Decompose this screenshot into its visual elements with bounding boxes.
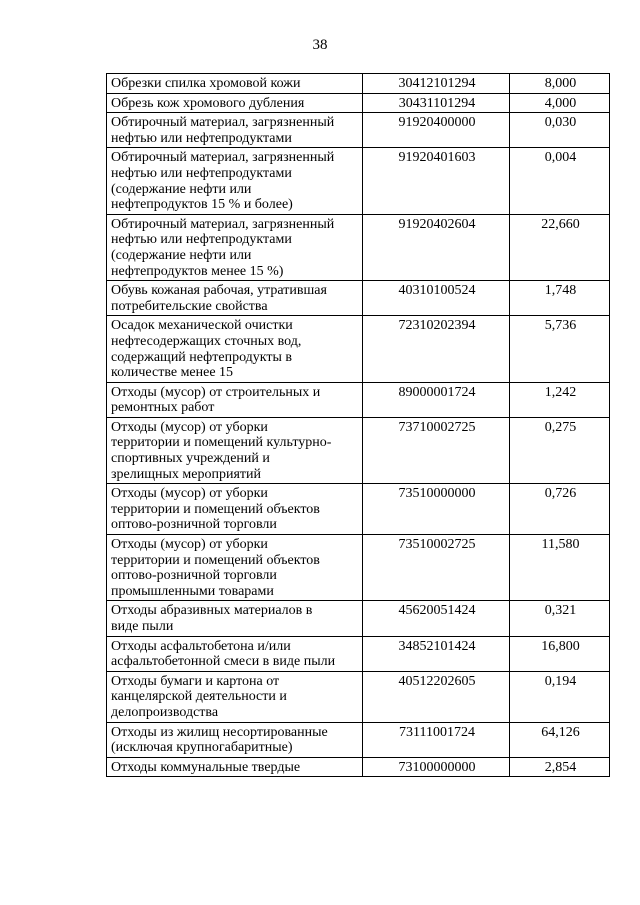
waste-code-cell: 73710002725	[363, 417, 510, 483]
waste-name-line: Обтирочный материал, загрязненный	[111, 115, 335, 131]
waste-name-line: Отходы абразивных материалов в	[111, 603, 313, 619]
waste-name-cell	[107, 93, 363, 113]
waste-amount-cell: 0,030	[510, 113, 610, 148]
waste-name-line: количестве менее 15	[111, 365, 234, 381]
waste-amount-cell: 11,580	[510, 535, 610, 601]
waste-name-cell	[107, 601, 363, 636]
waste-name-cell	[107, 636, 363, 671]
table-row	[107, 671, 610, 722]
table-row	[107, 722, 610, 757]
waste-amount-cell: 1,748	[510, 281, 610, 316]
waste-name-cell	[107, 113, 363, 148]
waste-code-cell: 45620051424	[363, 601, 510, 636]
waste-name-line: ремонтных работ	[111, 400, 215, 416]
waste-name-line: спортивных учреждений и	[111, 451, 270, 467]
waste-amount-cell: 16,800	[510, 636, 610, 671]
waste-code-cell: 40310100524	[363, 281, 510, 316]
waste-code-cell: 89000001724	[363, 382, 510, 417]
waste-name-cell	[107, 417, 363, 483]
table-row	[107, 535, 610, 601]
waste-name-cell	[107, 74, 363, 94]
waste-name-line: содержащий нефтепродукты в	[111, 349, 293, 365]
table-row	[107, 74, 610, 94]
waste-table	[106, 73, 610, 777]
waste-amount-cell: 8,000	[510, 74, 610, 94]
waste-name-line: Обтирочный материал, загрязненный	[111, 150, 335, 166]
waste-name-line: Отходы коммунальные твердые	[111, 759, 301, 775]
waste-name-cell	[107, 484, 363, 535]
waste-amount-cell: 0,321	[510, 601, 610, 636]
waste-code-cell: 72310202394	[363, 316, 510, 382]
waste-amount-cell: 5,736	[510, 316, 610, 382]
waste-code-cell: 91920400000	[363, 113, 510, 148]
waste-name-line: Отходы асфальтобетона и/или	[111, 638, 291, 654]
waste-amount-cell: 0,726	[510, 484, 610, 535]
waste-code-cell: 73510002725	[363, 535, 510, 601]
waste-name-line: нефтепродуктов менее 15 %)	[111, 263, 284, 279]
waste-code-cell: 34852101424	[363, 636, 510, 671]
table-row	[107, 484, 610, 535]
table-row	[107, 382, 610, 417]
waste-name-line: Обрезки спилка хромовой кожи	[111, 76, 301, 91]
table-row	[107, 417, 610, 483]
waste-name-line: оптово-розничной торговли	[111, 568, 277, 584]
table-row	[107, 113, 610, 148]
waste-code-cell: 91920402604	[363, 214, 510, 280]
waste-amount-cell: 0,275	[510, 417, 610, 483]
waste-name-line: Обрезь кож хромового дубления	[111, 95, 305, 111]
waste-name-line: территории и помещений объектов	[111, 501, 320, 517]
waste-code-cell: 73111001724	[363, 722, 510, 757]
waste-name-cell	[107, 214, 363, 280]
waste-name-line: нефтью или нефтепродуктами	[111, 232, 292, 248]
waste-code-cell: 73100000000	[363, 757, 510, 777]
table-row	[107, 93, 610, 113]
waste-code-cell: 30431101294	[363, 93, 510, 113]
waste-name-line: потребительские свойства	[111, 298, 268, 314]
table-row	[107, 316, 610, 382]
waste-amount-cell: 0,004	[510, 148, 610, 214]
table-row	[107, 636, 610, 671]
waste-name-line: (исключая крупногабаритные)	[111, 740, 293, 756]
waste-name-line: нефтепродуктов 15 % и более)	[111, 197, 293, 213]
waste-amount-cell: 1,242	[510, 382, 610, 417]
table-row	[107, 757, 610, 777]
waste-table-body	[107, 74, 610, 777]
waste-code-cell: 91920401603	[363, 148, 510, 214]
waste-name-line: Отходы (мусор) от уборки	[111, 537, 268, 553]
waste-name-cell	[107, 281, 363, 316]
waste-name-line: виде пыли	[111, 619, 174, 634]
waste-name-line: Отходы (мусор) от уборки	[111, 419, 268, 435]
waste-amount-cell: 22,660	[510, 214, 610, 280]
waste-amount-cell: 64,126	[510, 722, 610, 757]
table-row	[107, 281, 610, 316]
waste-name-line: нефтью или нефтепродуктами	[111, 130, 292, 146]
waste-name-line: нефтью или нефтепродуктами	[111, 165, 292, 181]
waste-name-line: промышленными товарами	[111, 583, 274, 599]
table-row	[107, 601, 610, 636]
waste-name-cell	[107, 671, 363, 722]
waste-name-line: (содержание нефти или	[111, 247, 252, 263]
waste-code-cell: 40512202605	[363, 671, 510, 722]
table-row	[107, 214, 610, 280]
page-number: 38	[312, 37, 328, 53]
waste-name-line: Обувь кожаная рабочая, утратившая	[111, 283, 327, 299]
waste-name-cell	[107, 148, 363, 214]
waste-name-line: нефтесодержащих сточных вод,	[111, 333, 302, 349]
waste-name-line: оптово-розничной торговли	[111, 517, 277, 533]
waste-name-cell	[107, 316, 363, 382]
waste-name-line: Отходы (мусор) от строительных и	[111, 384, 321, 400]
waste-amount-cell: 2,854	[510, 757, 610, 777]
waste-name-cell	[107, 382, 363, 417]
waste-code-cell: 73510000000	[363, 484, 510, 535]
waste-name-line: территории и помещений объектов	[111, 552, 320, 568]
waste-name-line: делопроизводства	[111, 704, 219, 720]
waste-code-cell: 30412101294	[363, 74, 510, 94]
table-row	[107, 148, 610, 214]
waste-name-line: Отходы из жилищ несортированные	[111, 724, 328, 740]
waste-name-line: Отходы бумаги и картона от	[111, 673, 280, 689]
waste-name-line: территории и помещений культурно-	[111, 435, 332, 451]
waste-name-line: Обтирочный материал, загрязненный	[111, 216, 335, 232]
waste-name-line: зрелищных мероприятий	[111, 466, 262, 482]
waste-amount-cell: 4,000	[510, 93, 610, 113]
waste-name-line: (содержание нефти или	[111, 181, 252, 197]
waste-name-line: канцелярской деятельности и	[111, 689, 287, 705]
waste-name-line: Отходы (мусор) от уборки	[111, 486, 268, 502]
waste-name-cell	[107, 757, 363, 777]
waste-name-cell	[107, 722, 363, 757]
waste-amount-cell: 0,194	[510, 671, 610, 722]
waste-name-cell	[107, 535, 363, 601]
waste-name-line: Осадок механической очистки	[111, 318, 293, 334]
waste-name-line: асфальтобетонной смеси в виде пыли	[111, 654, 336, 670]
